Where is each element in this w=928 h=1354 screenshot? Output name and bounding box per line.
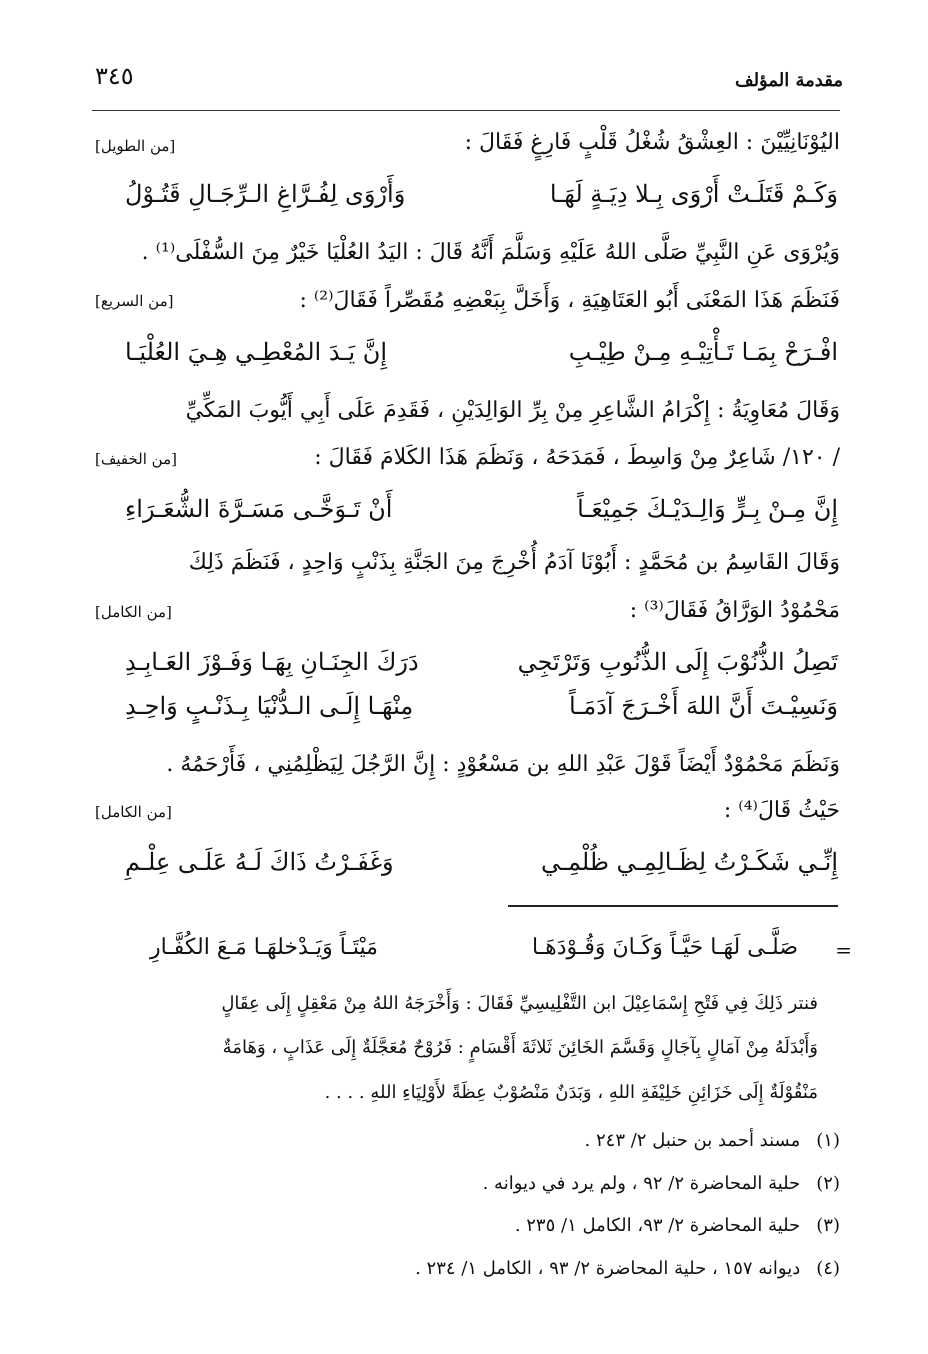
footnote: [415, 1258, 840, 1279]
footnote-continuation-line: وَأَبْدَلَهُ مِنْ آمَالٍ بِآجَالٍ وَقَسَّمَ الخَائِنَ ثَلاثَةَ أَقْسَامٍ : فَرُوْحٌ مُعَجَّلَةٌ إِلَى عَذَابٍ ، وَهَامَةٌ: [222, 1037, 818, 1058]
verse-hemistich-left: وَأَرْوَى لِفُـرَّاغِ الـرِّجَـالِ قَتُـوْلُ: [125, 180, 406, 208]
verse-hemistich-right: وَكَـمْ قَتَلَـتْ أَرْوَى بِـلا دِيَـةٍ لَهَـا: [549, 180, 838, 208]
running-title: مقدمة المؤلف: [734, 70, 843, 91]
verse-hemistich-left: مِنْهَـا إِلَـى الـدُّنْيَا بِـذَنْـبٍ وَاحِـدِ: [125, 692, 414, 720]
footnote-text: مسند أحمد بن حنبل ٢/ ٢٤٣ .: [584, 1130, 801, 1151]
verse-hemistich-left: دَرَكَ الجِنَـانِ بِهَـا وَفَـوْزَ العَـابِـدِ: [125, 648, 419, 676]
footnote-separator: [508, 905, 838, 907]
paragraph: وَقَالَ القَاسِمُ بن مُحَمَّدٍ : أَبُوْنَا آدَمُ أُخْرِجَ مِنَ الجَنَّةِ بِذَنْبٍ وَاحِدٍ ، فَنَظَمَ ذَلِكَ: [188, 550, 840, 575]
footnote-label: (٤): [816, 1258, 840, 1279]
footnote-label: (٢): [816, 1173, 840, 1194]
verse-hemistich-right: إِنَّ مِـنْ بِـرٍّ وَالِـدَيْـكَ جَمِيْعَـاً: [577, 495, 838, 523]
footnote: [585, 1130, 840, 1151]
paragraph: فَنَظَمَ هَذَا المَعْنَى أَبُو العَتَاهِيَةِ ، وَأَخَلَّ بِبَعْضِهِ مُقَصِّراً فَقَالَ⁽²⁾ :: [299, 288, 840, 313]
verse-hemistich-right: افْـرَحْ بِمَـا تَـأْتِيْـهِ مِـنْ طِيْـبِ: [568, 338, 838, 366]
meter-label: [من السريع]: [95, 292, 174, 310]
paragraph: اليُوْنَانِيِّيْنَ : العِشْقُ شُغْلُ قَلْبٍ فَارِغٍ فَقَالَ :: [464, 130, 840, 155]
meter-label: [من الكامل]: [95, 803, 172, 821]
footnote-continuation-line: فنتر ذَلِكَ فِي فَتْحِ إِسْمَاعِيْلَ ابن التَّفْلِيسِيِّ فَقَالَ : وَأَخْرَجَهُ اللهُ مِنْ مَعْقِلٍ إِلَى عِقَالٍ: [221, 993, 818, 1014]
verse-hemistich-left: أَنْ تَـوَخَّـى مَسَـرَّةَ الشُّعَـرَاءِ: [125, 495, 393, 523]
footnote-label: (٣): [816, 1215, 840, 1236]
verse-hemistich-right: وَنَسِيْـتَ أَنَّ اللهَ أَخْـرَجَ آدَمَـاً: [569, 692, 838, 720]
paragraph: / ١٢٠/ شَاعِرٌ مِنْ وَاسِطَ ، فَمَدَحَهُ ، وَنَظَمَ هَذَا الكَلامَ فَقَالَ :: [314, 445, 840, 470]
paragraph: وَقَالَ مُعَاوِيَةُ : إِكْرَامُ الشَّاعِرِ مِنْ بِرِّ الوَالِدَيْنِ ، فَقَدِمَ عَلَى أَبِي أَيُّوبَ المَكِّيِّ: [185, 398, 840, 423]
continuation-mark: =: [835, 938, 852, 962]
meter-label: [من الطويل]: [95, 137, 176, 155]
meter-label: [من الكامل]: [95, 603, 172, 621]
header-rule: [92, 110, 840, 111]
footnote-label: (١): [816, 1130, 840, 1151]
paragraph: مَحْمُوْدُ الوَرَّاقُ فَقَالَ⁽³⁾ :: [629, 598, 840, 623]
footnote: [515, 1215, 840, 1236]
verse-hemistich-left: إِنَّ يَـدَ المُعْطِـي هِـيَ العُلْيَـا: [125, 338, 388, 366]
verse-hemistich-right: صَلَّـى لَهَـا حَيَّـاً وَكَـانَ وَقُـوْدَهَـا: [532, 935, 798, 960]
footnote-text: حلية المحاضرة ٢/ ٩٣، الكامل ١/ ٢٣٥ .: [514, 1215, 801, 1236]
footnote-text: ديوانه ١٥٧ ، حلية المحاضرة ٢/ ٩٣ ، الكامل ١/ ٢٣٤ .: [415, 1258, 801, 1279]
verse-hemistich-right: تَصِلُ الذُّنُوْبَ إِلَى الذُّنُوبِ وَتَرْتَجِي: [517, 648, 838, 676]
paragraph: وَيُرْوَى عَنِ النَّبِيِّ صَلَّى اللهُ عَلَيْهِ وَسَلَّمَ أَنَّهُ قَالَ : اليَدُ العُلْيَا خَيْرٌ مِنَ السُّفْلَى⁽¹⁾ .: [141, 240, 840, 265]
verse-hemistich-right: إِنِّـي شَكَـرْتُ لِظَـالِمِـي ظُلْمِـي: [540, 848, 838, 876]
meter-label: [من الخفيف]: [95, 450, 177, 468]
paragraph: حَيْثُ قَالَ⁽⁴⁾ :: [723, 798, 840, 823]
page-number: ٣٤٥: [95, 62, 134, 90]
footnote-continuation-line: مَنْقُوْلَةٌ إِلَى خَزَائِنِ خَلِيْفَةِ اللهِ ، وَبَدَنٌ مَنْصُوْبٌ عِظَةً لأَوْلِيَاءِ اللهِ . . . .: [324, 1082, 818, 1103]
footnote-text: حلية المحاضرة ٢/ ٩٢ ، ولم يرد في ديوانه .: [482, 1173, 801, 1194]
footnote: [483, 1173, 840, 1194]
verse-hemistich-left: وَغَفَـرْتُ ذَاكَ لَـهُ عَلَـى عِلْـمِ: [125, 848, 394, 876]
paragraph: وَنَظَمَ مَحْمُوْدٌ أَيْضَاً قَوْلَ عَبْدِ اللهِ بن مَسْعُوْدٍ : إِنَّ الرَّجُلَ لِيَظْلِمُنِي ، فَأَرْحَمُهُ .: [166, 752, 840, 777]
verse-hemistich-left: مَيْتَـاً وَيَـدْخلهَـا مَـعَ الكُفَّـارِ: [150, 935, 378, 960]
